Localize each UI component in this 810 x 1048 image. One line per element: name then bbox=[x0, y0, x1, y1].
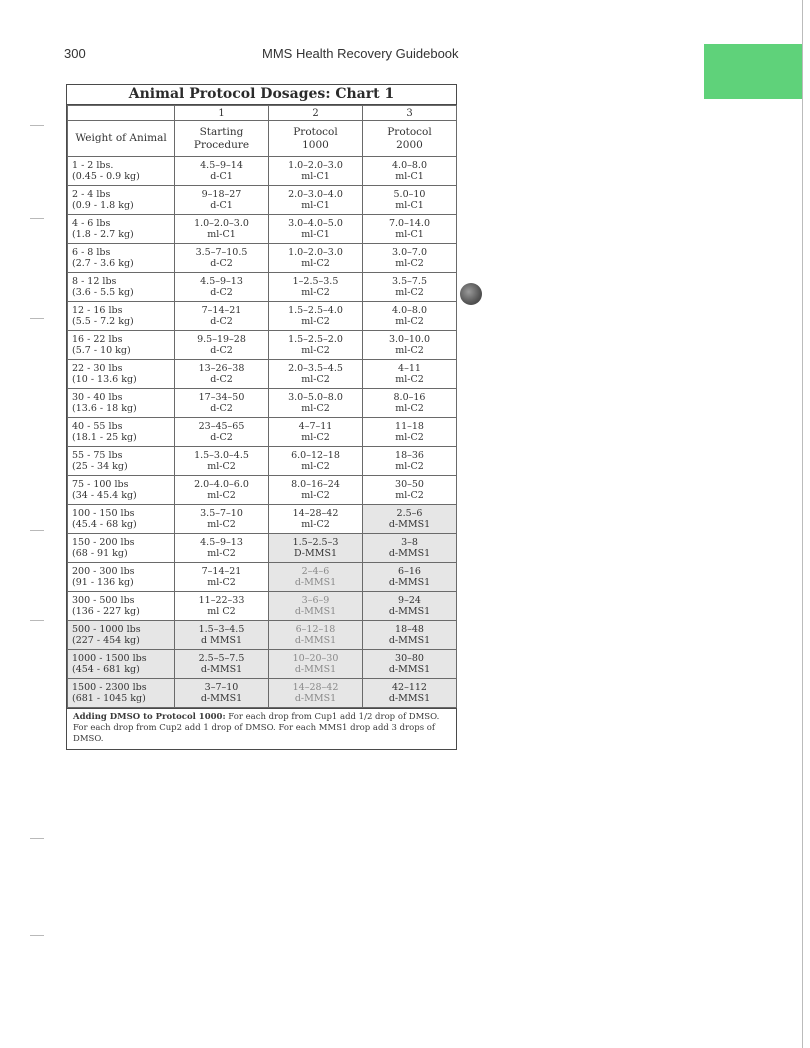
dosage-cell bbox=[175, 302, 269, 331]
dosage-amount: 14–28–42 bbox=[292, 508, 339, 519]
weight-cell bbox=[68, 621, 175, 650]
dosage-amount: 6.0–12–18 bbox=[291, 450, 340, 461]
dosage-unit: d-C2 bbox=[210, 316, 233, 327]
dosage-cell bbox=[363, 331, 457, 360]
dosage-cell bbox=[269, 418, 363, 447]
weight-lbs: 30 - 40 lbs bbox=[72, 392, 123, 403]
dosage-amount: 3.0–4.0–5.0 bbox=[288, 218, 343, 229]
margin-mark bbox=[30, 935, 44, 936]
weight-kg: (0.9 - 1.8 kg) bbox=[72, 200, 134, 211]
dosage-cell bbox=[269, 534, 363, 563]
dosage-unit: ml-C2 bbox=[395, 461, 424, 472]
table-row bbox=[68, 360, 457, 389]
dosage-amount: 10–20–30 bbox=[292, 653, 339, 664]
weight-kg: (45.4 - 68 kg) bbox=[72, 519, 137, 530]
dosage-unit: ml-C1 bbox=[301, 171, 330, 182]
weight-kg: (2.7 - 3.6 kg) bbox=[72, 258, 134, 269]
dosage-cell bbox=[363, 360, 457, 389]
table-row bbox=[68, 302, 457, 331]
margin-mark bbox=[30, 620, 44, 621]
weight-lbs: 1 - 2 lbs. bbox=[72, 160, 114, 171]
dosage-cell bbox=[269, 360, 363, 389]
weight-kg: (13.6 - 18 kg) bbox=[72, 403, 137, 414]
weight-lbs: 150 - 200 lbs bbox=[72, 537, 135, 548]
weight-kg: (0.45 - 0.9 kg) bbox=[72, 171, 140, 182]
dosage-cell bbox=[175, 621, 269, 650]
dosage-unit: ml-C1 bbox=[301, 229, 330, 240]
dosage-cell bbox=[175, 244, 269, 273]
dosage-cell bbox=[175, 563, 269, 592]
weight-kg: (136 - 227 kg) bbox=[72, 606, 140, 617]
weight-lbs: 75 - 100 lbs bbox=[72, 479, 129, 490]
table-row bbox=[68, 505, 457, 534]
weight-cell bbox=[68, 331, 175, 360]
dosage-cell bbox=[175, 650, 269, 679]
weight-kg: (5.5 - 7.2 kg) bbox=[72, 316, 134, 327]
weight-cell bbox=[68, 389, 175, 418]
page-number: 300 bbox=[64, 46, 86, 61]
dosage-amount: 2–4–6 bbox=[301, 566, 330, 577]
dosage-amount: 7–14–21 bbox=[201, 566, 242, 577]
dosage-cell bbox=[175, 273, 269, 302]
weight-lbs: 12 - 16 lbs bbox=[72, 305, 123, 316]
dosage-amount: 1.5–2.5–3 bbox=[292, 537, 339, 548]
dosage-unit: d-C2 bbox=[210, 374, 233, 385]
dosage-cell bbox=[269, 447, 363, 476]
weight-cell bbox=[68, 418, 175, 447]
dosage-amount: 30–80 bbox=[395, 653, 424, 664]
dosage-unit: d-C2 bbox=[210, 432, 233, 443]
weight-kg: (25 - 34 kg) bbox=[72, 461, 128, 472]
column-header bbox=[363, 121, 457, 157]
weight-cell bbox=[68, 447, 175, 476]
dosage-amount: 17–34–50 bbox=[198, 392, 245, 403]
dosage-amount: 30–50 bbox=[395, 479, 424, 490]
dosage-amount: 9–18–27 bbox=[201, 189, 242, 200]
dosage-cell bbox=[269, 186, 363, 215]
dosage-unit: d-MMS1 bbox=[294, 577, 337, 588]
dosage-amount: 1.0–2.0–3.0 bbox=[288, 247, 343, 258]
dosage-unit: ml-C2 bbox=[207, 461, 236, 472]
dosage-amount: 3.5–7–10 bbox=[200, 508, 243, 519]
weight-kg: (68 - 91 kg) bbox=[72, 548, 128, 559]
dosage-cell bbox=[269, 157, 363, 186]
dosage-amount: 4–11 bbox=[398, 363, 421, 374]
chart-title: Animal Protocol Dosages: Chart 1 bbox=[67, 85, 456, 105]
dosage-cell bbox=[363, 302, 457, 331]
dosage-amount: 3.5–7.5 bbox=[392, 276, 427, 287]
weight-lbs: 22 - 30 lbs bbox=[72, 363, 123, 374]
weight-kg: (5.7 - 10 kg) bbox=[72, 345, 131, 356]
weight-kg: (18.1 - 25 kg) bbox=[72, 432, 137, 443]
dosage-amount: 9.5–19–28 bbox=[197, 334, 246, 345]
dosage-cell bbox=[363, 244, 457, 273]
dosage-unit: D-MMS1 bbox=[293, 548, 337, 559]
dosage-amount: 11–22–33 bbox=[198, 595, 245, 606]
table-row bbox=[68, 679, 457, 708]
table-row bbox=[68, 244, 457, 273]
margin-mark bbox=[30, 125, 44, 126]
dosage-cell bbox=[269, 389, 363, 418]
weight-cell bbox=[68, 186, 175, 215]
dmso-note-heading: Adding DMSO to Protocol 1000: bbox=[73, 712, 226, 722]
dosage-amount: 5.0–10 bbox=[393, 189, 426, 200]
weight-cell bbox=[68, 157, 175, 186]
dosage-cell bbox=[363, 650, 457, 679]
dosage-unit: ml-C1 bbox=[395, 171, 424, 182]
dosage-chart bbox=[66, 84, 457, 750]
dosage-amount: 4.5–9–13 bbox=[200, 537, 243, 548]
dosage-unit: d-MMS1 bbox=[388, 635, 431, 646]
dosage-cell bbox=[269, 505, 363, 534]
weight-lbs: 500 - 1000 lbs bbox=[72, 624, 141, 635]
dosage-unit: d-MMS1 bbox=[294, 635, 337, 646]
dosage-unit: ml C2 bbox=[207, 606, 236, 617]
weight-cell bbox=[68, 650, 175, 679]
scan-blot-mark bbox=[460, 283, 482, 305]
weight-cell bbox=[68, 563, 175, 592]
dosage-amount: 2.5–5–7.5 bbox=[198, 653, 245, 664]
weight-lbs: 300 - 500 lbs bbox=[72, 595, 135, 606]
dosage-unit: d-MMS1 bbox=[294, 693, 337, 704]
dosage-cell bbox=[175, 592, 269, 621]
dosage-cell bbox=[363, 534, 457, 563]
dosage-amount: 4.5–9–13 bbox=[200, 276, 243, 287]
dosage-unit: d-MMS1 bbox=[294, 606, 337, 617]
weight-cell bbox=[68, 534, 175, 563]
dosage-amount: 8.0–16–24 bbox=[291, 479, 340, 490]
dosage-unit: d-C1 bbox=[210, 200, 233, 211]
weight-kg: (34 - 45.4 kg) bbox=[72, 490, 137, 501]
green-sticky-tab bbox=[704, 44, 804, 99]
book-title: MMS Health Recovery Guidebook bbox=[262, 46, 459, 61]
table-row bbox=[68, 215, 457, 244]
dosage-cell bbox=[363, 563, 457, 592]
dosage-cell bbox=[363, 476, 457, 505]
weight-lbs: 40 - 55 lbs bbox=[72, 421, 123, 432]
dosage-unit: ml-C2 bbox=[207, 519, 236, 530]
dosage-cell bbox=[269, 244, 363, 273]
table-row bbox=[68, 331, 457, 360]
dosage-unit: d-MMS1 bbox=[388, 577, 431, 588]
weight-cell bbox=[68, 302, 175, 331]
weight-kg: (1.8 - 2.7 kg) bbox=[72, 229, 134, 240]
dosage-unit: ml-C1 bbox=[301, 200, 330, 211]
dosage-unit: ml-C2 bbox=[301, 345, 330, 356]
dosage-amount: 3–8 bbox=[401, 537, 418, 548]
dosage-cell bbox=[363, 273, 457, 302]
column-header-line: 2000 bbox=[396, 138, 423, 151]
dosage-amount: 3–6–9 bbox=[301, 595, 330, 606]
dosage-amount: 3.0–7.0 bbox=[392, 247, 427, 258]
dosage-table bbox=[67, 105, 457, 708]
table-row bbox=[68, 418, 457, 447]
dosage-unit: ml-C2 bbox=[207, 548, 236, 559]
dosage-cell bbox=[175, 418, 269, 447]
dosage-cell bbox=[175, 331, 269, 360]
dosage-amount: 13–26–38 bbox=[198, 363, 245, 374]
dosage-unit: ml-C2 bbox=[301, 287, 330, 298]
table-row bbox=[68, 447, 457, 476]
weight-lbs: 100 - 150 lbs bbox=[72, 508, 135, 519]
dosage-unit: ml-C2 bbox=[395, 287, 424, 298]
dosage-amount: 1.0–2.0–3.0 bbox=[194, 218, 249, 229]
dosage-amount: 3.0–10.0 bbox=[388, 334, 430, 345]
weight-lbs: 55 - 75 lbs bbox=[72, 450, 123, 461]
dosage-unit: ml-C2 bbox=[395, 345, 424, 356]
weight-cell bbox=[68, 592, 175, 621]
weight-cell bbox=[68, 215, 175, 244]
dosage-unit: d-C2 bbox=[210, 258, 233, 269]
dosage-cell bbox=[269, 273, 363, 302]
dosage-cell bbox=[269, 302, 363, 331]
dosage-amount: 2.0–3.5–4.5 bbox=[288, 363, 343, 374]
dosage-cell bbox=[363, 679, 457, 708]
weight-kg: (454 - 681 kg) bbox=[72, 664, 140, 675]
dosage-cell bbox=[363, 186, 457, 215]
weight-lbs: 4 - 6 lbs bbox=[72, 218, 111, 229]
page-edge bbox=[802, 0, 810, 1048]
weight-lbs: 16 - 22 lbs bbox=[72, 334, 123, 345]
dosage-unit: ml-C2 bbox=[301, 490, 330, 501]
weight-lbs: 6 - 8 lbs bbox=[72, 247, 111, 258]
dosage-cell bbox=[175, 360, 269, 389]
margin-mark bbox=[30, 318, 44, 319]
column-header-line: Starting bbox=[199, 125, 244, 138]
dosage-amount: 1.0–2.0–3.0 bbox=[288, 160, 343, 171]
dosage-amount: 4.5–9–14 bbox=[200, 160, 243, 171]
dmso-note bbox=[67, 708, 456, 749]
dosage-cell bbox=[175, 389, 269, 418]
dosage-cell bbox=[269, 563, 363, 592]
dosage-cell bbox=[175, 476, 269, 505]
dosage-amount: 2.0–4.0–6.0 bbox=[194, 479, 249, 490]
dosage-cell bbox=[363, 418, 457, 447]
dosage-unit: ml-C2 bbox=[301, 403, 330, 414]
dosage-unit: ml-C1 bbox=[395, 200, 424, 211]
dosage-amount: 23–45–65 bbox=[198, 421, 245, 432]
dosage-cell bbox=[175, 505, 269, 534]
dosage-amount: 18–36 bbox=[395, 450, 424, 461]
column-header bbox=[175, 121, 269, 157]
dosage-amount: 8.0–16 bbox=[393, 392, 426, 403]
table-row bbox=[68, 476, 457, 505]
weight-lbs: 1000 - 1500 lbs bbox=[72, 653, 147, 664]
dosage-unit: d-MMS1 bbox=[200, 664, 243, 675]
table-row bbox=[68, 650, 457, 679]
dosage-amount: 6–12–18 bbox=[295, 624, 336, 635]
dosage-cell bbox=[175, 534, 269, 563]
weight-kg: (10 - 13.6 kg) bbox=[72, 374, 137, 385]
weight-lbs: 8 - 12 lbs bbox=[72, 276, 117, 287]
dosage-unit: ml-C2 bbox=[301, 519, 330, 530]
dosage-cell bbox=[269, 679, 363, 708]
dosage-cell bbox=[363, 505, 457, 534]
table-row bbox=[68, 592, 457, 621]
table-row bbox=[68, 186, 457, 215]
dosage-amount: 1.5–3–4.5 bbox=[198, 624, 245, 635]
dosage-cell bbox=[363, 389, 457, 418]
dosage-amount: 1.5–2.5–4.0 bbox=[288, 305, 343, 316]
dosage-amount: 1.5–2.5–2.0 bbox=[288, 334, 343, 345]
weight-cell bbox=[68, 505, 175, 534]
weight-lbs: 2 - 4 lbs bbox=[72, 189, 111, 200]
dosage-amount: 2.5–6 bbox=[396, 508, 423, 519]
dosage-unit: ml-C1 bbox=[395, 229, 424, 240]
dosage-unit: d-MMS1 bbox=[294, 664, 337, 675]
dosage-cell bbox=[269, 331, 363, 360]
dosage-cell bbox=[363, 621, 457, 650]
dosage-unit: ml-C2 bbox=[395, 432, 424, 443]
corner-cell bbox=[68, 106, 175, 121]
dosage-amount: 1–2.5–3.5 bbox=[292, 276, 339, 287]
dosage-unit: d-C2 bbox=[210, 287, 233, 298]
dosage-cell bbox=[363, 447, 457, 476]
weight-lbs: 1500 - 2300 lbs bbox=[72, 682, 147, 693]
dosage-amount: 6–16 bbox=[398, 566, 421, 577]
margin-mark bbox=[30, 838, 44, 839]
dosage-unit: ml-C2 bbox=[395, 490, 424, 501]
dosage-unit: d-MMS1 bbox=[388, 693, 431, 704]
weight-cell bbox=[68, 244, 175, 273]
weight-column-header: Weight of Animal bbox=[68, 121, 175, 157]
dosage-unit: d-C2 bbox=[210, 403, 233, 414]
table-row bbox=[68, 389, 457, 418]
dosage-cell bbox=[269, 476, 363, 505]
column-header-line: Protocol bbox=[293, 125, 338, 138]
weight-lbs: 200 - 300 lbs bbox=[72, 566, 135, 577]
dosage-cell bbox=[269, 621, 363, 650]
column-number: 3 bbox=[363, 106, 457, 121]
dosage-cell bbox=[175, 186, 269, 215]
weight-kg: (3.6 - 5.5 kg) bbox=[72, 287, 134, 298]
table-row bbox=[68, 621, 457, 650]
dmso-note-text: For each drop from Cup2 add 1 drop of DMSO. For each MMS1 drop add 3 drops of DMSO. bbox=[73, 723, 436, 744]
dosage-unit: ml-C1 bbox=[207, 229, 236, 240]
table-row bbox=[68, 534, 457, 563]
dosage-unit: ml-C2 bbox=[301, 316, 330, 327]
dosage-unit: ml-C2 bbox=[395, 374, 424, 385]
dosage-amount: 9–24 bbox=[398, 595, 421, 606]
margin-mark bbox=[30, 218, 44, 219]
dosage-amount: 4.0–8.0 bbox=[392, 305, 427, 316]
dosage-cell bbox=[175, 157, 269, 186]
dosage-unit: d-MMS1 bbox=[388, 548, 431, 559]
table-row bbox=[68, 157, 457, 186]
dosage-unit: d-C2 bbox=[210, 345, 233, 356]
dosage-unit: d-MMS1 bbox=[200, 693, 243, 704]
weight-kg: (227 - 454 kg) bbox=[72, 635, 140, 646]
dosage-cell bbox=[363, 592, 457, 621]
dosage-cell bbox=[175, 447, 269, 476]
dosage-unit: ml-C2 bbox=[301, 258, 330, 269]
weight-kg: (681 - 1045 kg) bbox=[72, 693, 146, 704]
dosage-unit: ml-C2 bbox=[395, 403, 424, 414]
dosage-amount: 4–7–11 bbox=[298, 421, 333, 432]
column-header bbox=[269, 121, 363, 157]
dosage-cell bbox=[363, 157, 457, 186]
margin-mark bbox=[30, 530, 44, 531]
dosage-unit: d-MMS1 bbox=[388, 519, 431, 530]
dosage-unit: d-MMS1 bbox=[388, 606, 431, 617]
dosage-unit: ml-C2 bbox=[301, 374, 330, 385]
dosage-cell bbox=[175, 215, 269, 244]
dosage-cell bbox=[269, 592, 363, 621]
dosage-cell bbox=[269, 215, 363, 244]
column-header-line: Procedure bbox=[193, 138, 250, 151]
dosage-cell bbox=[175, 679, 269, 708]
dosage-cell bbox=[363, 215, 457, 244]
dosage-unit: ml-C2 bbox=[301, 461, 330, 472]
dosage-amount: 3–7–10 bbox=[204, 682, 239, 693]
weight-cell bbox=[68, 360, 175, 389]
dosage-unit: d-MMS1 bbox=[388, 664, 431, 675]
dosage-amount: 7–14–21 bbox=[201, 305, 242, 316]
weight-cell bbox=[68, 273, 175, 302]
dosage-amount: 18–48 bbox=[395, 624, 424, 635]
dosage-amount: 14–28–42 bbox=[292, 682, 339, 693]
dosage-amount: 42–112 bbox=[392, 682, 427, 693]
dosage-amount: 4.0–8.0 bbox=[392, 160, 427, 171]
weight-cell bbox=[68, 679, 175, 708]
dosage-amount: 11–18 bbox=[395, 421, 424, 432]
dosage-cell bbox=[269, 650, 363, 679]
weight-cell bbox=[68, 476, 175, 505]
column-number: 1 bbox=[175, 106, 269, 121]
dmso-note-text: For each drop from Cup1 add 1/2 drop of DMSO. bbox=[225, 712, 440, 722]
dosage-amount: 2.0–3.0–4.0 bbox=[288, 189, 343, 200]
dosage-amount: 7.0–14.0 bbox=[388, 218, 430, 229]
column-header-line: 1000 bbox=[302, 138, 329, 151]
dosage-unit: ml-C2 bbox=[207, 490, 236, 501]
dosage-unit: d-C1 bbox=[210, 171, 233, 182]
dosage-unit: d MMS1 bbox=[200, 635, 243, 646]
dosage-unit: ml-C2 bbox=[207, 577, 236, 588]
dosage-amount: 1.5–3.0–4.5 bbox=[194, 450, 249, 461]
dosage-unit: ml-C2 bbox=[395, 316, 424, 327]
dosage-unit: ml-C2 bbox=[301, 432, 330, 443]
table-row bbox=[68, 273, 457, 302]
dosage-amount: 3.5–7–10.5 bbox=[195, 247, 248, 258]
table-row bbox=[68, 563, 457, 592]
dosage-amount: 3.0–5.0–8.0 bbox=[288, 392, 343, 403]
dosage-unit: ml-C2 bbox=[395, 258, 424, 269]
column-header-line: Protocol bbox=[387, 125, 432, 138]
column-number: 2 bbox=[269, 106, 363, 121]
weight-kg: (91 - 136 kg) bbox=[72, 577, 134, 588]
